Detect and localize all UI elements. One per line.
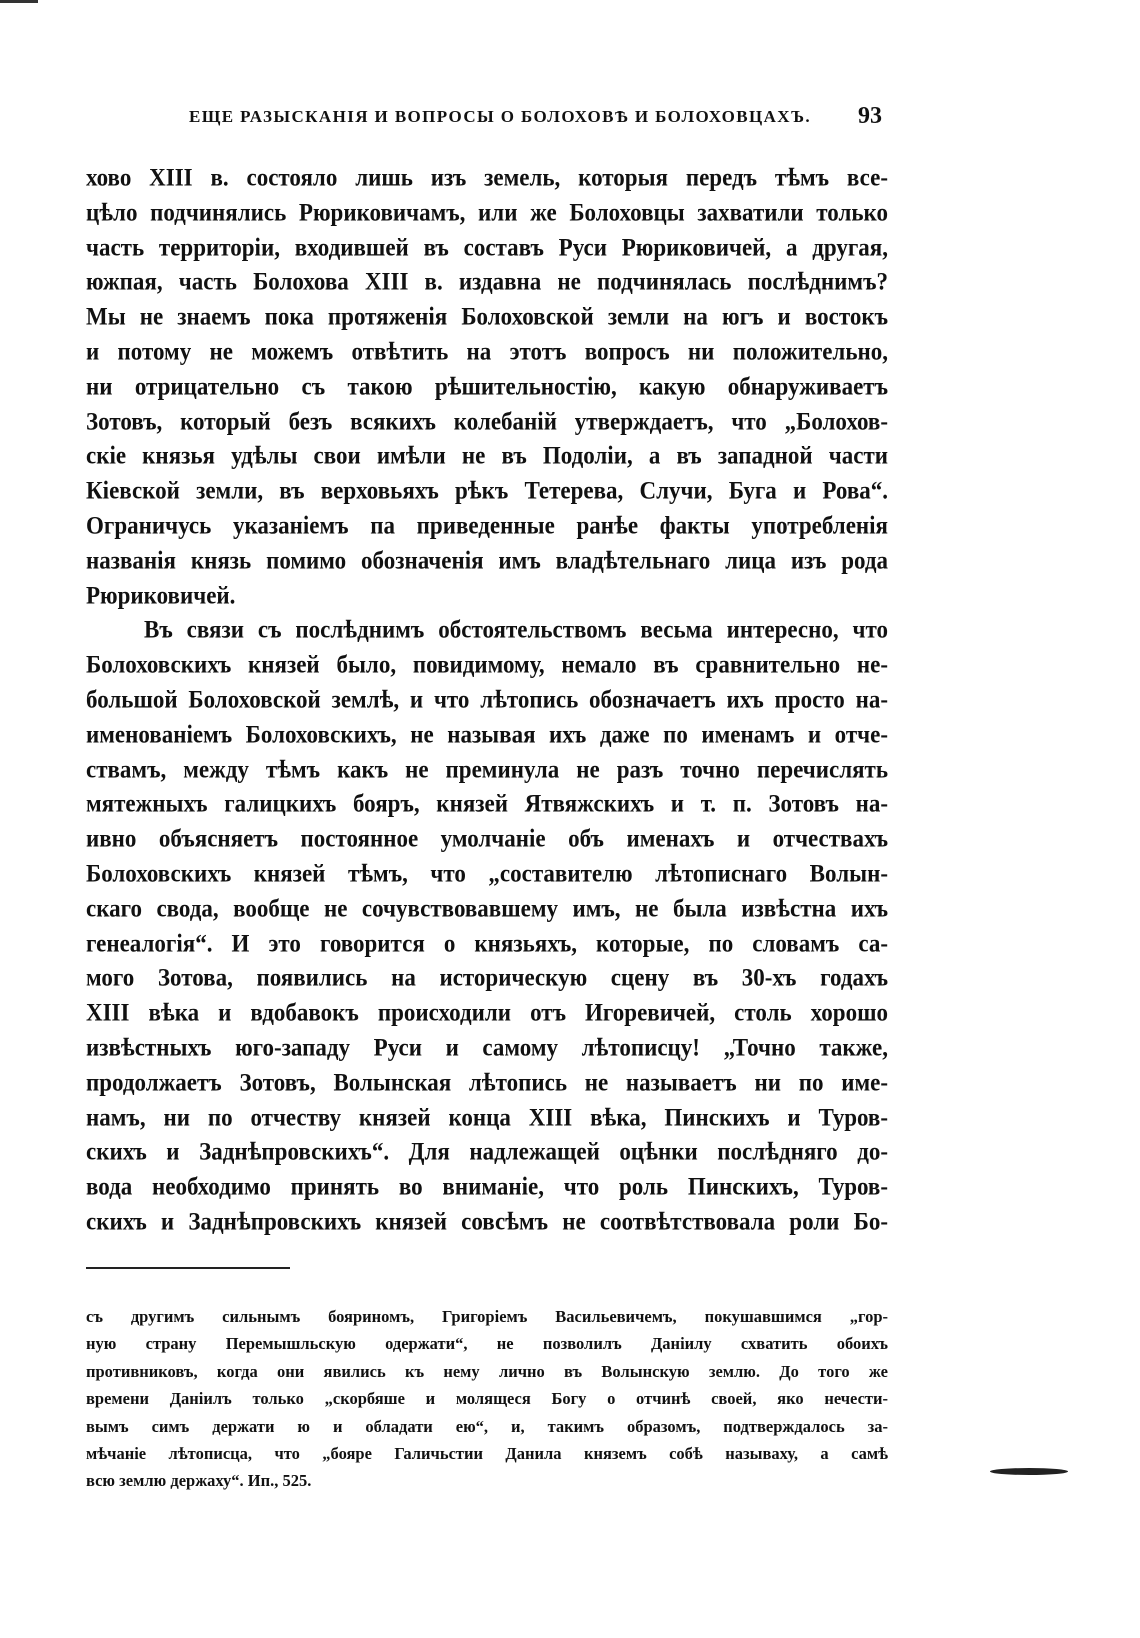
- text-line: Въ связи съ послѣднимъ обстоятельствомъ весьма интересно, что: [144, 616, 888, 644]
- footnote-line: вымъ симъ держати ю и обладати ею“, и, такимъ образомъ, подтверждалось за-: [86, 1416, 888, 1436]
- text-line: ни отрицательно съ такою рѣшительностію, какую обнаруживаетъ: [86, 372, 888, 400]
- text-line: скаго свода, вообще не сочувствовавшему имъ, не была извѣстна ихъ: [86, 894, 888, 922]
- text-line: ствамъ, между тѣмъ какъ не преминула не разъ точно перечислять: [86, 755, 888, 783]
- footnotes: [86, 1303, 888, 1495]
- footnote-line: всю землю держаху“. Ип., 525.: [86, 1471, 312, 1491]
- text-line: именованіемъ Болоховскихъ, не называя ихъ даже по именамъ и отче-: [86, 720, 888, 748]
- text-line: Кіевской земли, въ верховьяхъ рѣкъ Тетерева, Случи, Буга и Рова“.: [86, 477, 888, 505]
- footnote-line: ную страну Перемышльскую одержати“, не позволилъ Даніилу схватить обоихъ: [86, 1334, 888, 1354]
- text-line: южпая, часть Болохова XIII в. издавна не подчинялась послѣднимъ?: [86, 268, 888, 296]
- scan-corner-mark: [0, 0, 38, 3]
- scan-ink-blot: [990, 1468, 1068, 1475]
- text-line: скихъ и Заднѣпровскихъ“. Для надлежащей оцѣнки послѣдняго до-: [86, 1138, 888, 1166]
- text-line: большой Болоховской землѣ, и что лѣтопись обозначаетъ ихъ просто на-: [86, 685, 888, 713]
- text-line: ивно объясняетъ постоянное умолчаніе объ именахъ и отчествахъ: [86, 825, 888, 853]
- text-line: Болоховскихъ князей тѣмъ, что „составителю лѣтописнаго Волын-: [86, 859, 888, 887]
- footnote-line: времени Даніилъ только „скорбяше и молящеся Богу о отчинѣ своей, яко нечести-: [86, 1389, 888, 1409]
- text-line: часть территоріи, входившей въ составъ Руси Рюриковичей, а другая,: [86, 233, 888, 261]
- text-line: Ограничусь указаніемъ па приведенные ранѣе факты употребленія: [86, 511, 888, 539]
- text-line: Болоховскихъ князей было, повидимому, немало въ сравнительно не-: [86, 651, 888, 679]
- text-line: и потому не можемъ отвѣтить на этотъ вопросъ ни положительно,: [86, 337, 888, 365]
- running-title: ЕЩЕ РАЗЫСКАНІЯ И ВОПРОСЫ О БОЛОХОВѢ И БОЛОХОВЦАХЪ.: [188, 107, 812, 126]
- text-line: Мы не знаемъ пока протяженія Болоховской земли на югъ и востокъ: [86, 303, 888, 331]
- text-line: Зотовъ, который безъ всякихъ колебаній утверждаетъ, что „Болохов-: [86, 407, 888, 435]
- text-line: скихъ и Заднѣпровскихъ князей совсѣмъ не соотвѣтствовала роли Бо-: [86, 1207, 888, 1235]
- text-line: XIII вѣка и вдобавокъ происходили отъ Игоревичей, столь хорошо: [86, 999, 888, 1027]
- text-line: Рюриковичей.: [86, 581, 236, 609]
- text-line: названія князь помимо обозначенія имъ владѣтельнаго лица изъ рода: [86, 546, 888, 574]
- text-line: генеалогія“. И это говорится о князьяхъ, которые, по словамъ са-: [86, 929, 888, 957]
- footnote-separator: [86, 1267, 290, 1269]
- main-text: [86, 161, 888, 1240]
- text-line: мятежныхъ галицкихъ бояръ, князей Ятвяжскихъ и т. п. Зотовъ на-: [86, 790, 888, 818]
- footnote-line: мѣчаніе лѣтописца, что „бояре Галичьстии Данила княземъ собѣ называху, а самѣ: [86, 1443, 888, 1463]
- text-line: извѣстныхъ юго-западу Руси и самому лѣтописцу! „Точно также,: [86, 1033, 888, 1061]
- text-line: намъ, ни по отчеству князей конца XIII вѣка, Пинскихъ и Туров-: [86, 1103, 888, 1131]
- text-line: продолжаетъ Зотовъ, Волынская лѣтопись не называетъ ни по име-: [86, 1068, 888, 1096]
- text-line: цѣло подчинялись Рюриковичамъ, или же Болоховцы захватили только: [86, 198, 888, 226]
- footnote-line: противниковъ, когда они явились къ нему лично въ Волынскую землю. До того же: [86, 1361, 888, 1381]
- footnote-line: съ другимъ сильнымъ бояриномъ, Григоріемъ Васильевичемъ, покушавшимся „гор-: [86, 1307, 888, 1326]
- text-line: хово XIII в. состояло лишь изъ земель, которыя передъ тѣмъ все-: [86, 163, 888, 191]
- text-line: вода необходимо принять во вниманіе, что роль Пинскихъ, Туров-: [86, 1173, 888, 1201]
- text-line: скіе князья удѣлы свои имѣли не въ Подоліи, а въ западной части: [86, 442, 888, 470]
- text-line: мого Зотова, появились на историческую сцену въ 30-хъ годахъ: [86, 964, 888, 992]
- page-number: 93: [858, 103, 882, 129]
